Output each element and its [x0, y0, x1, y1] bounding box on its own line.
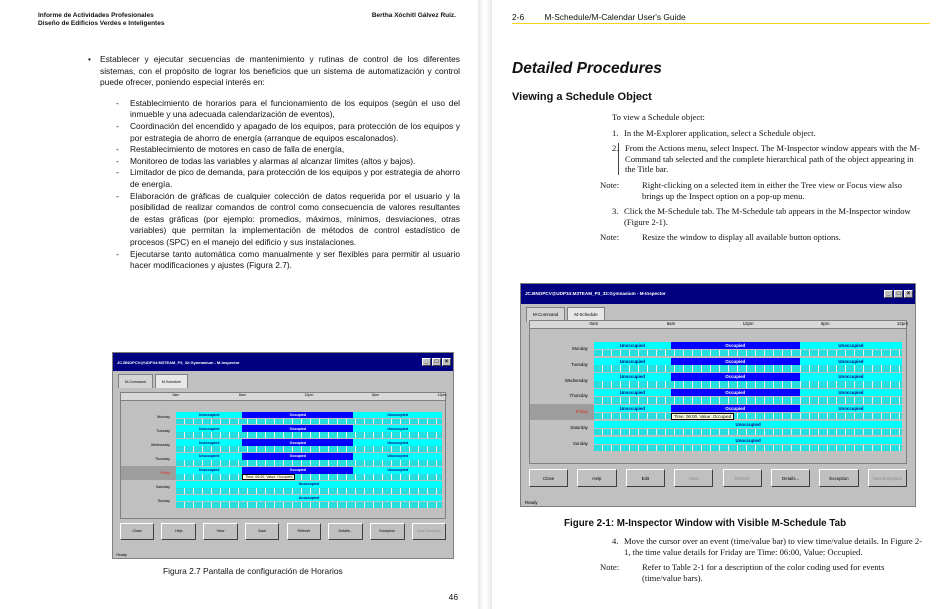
- dash-bullet-icon: -: [116, 97, 119, 108]
- event-bar[interactable]: Unoccupied: [176, 467, 243, 473]
- schedule-row-friday: [530, 404, 906, 420]
- day-track: [594, 404, 903, 420]
- note-text: Resize the window to display all available button options.: [642, 232, 841, 243]
- interval-grid: [176, 446, 442, 452]
- time-tick-label: 12pm: [304, 392, 314, 397]
- day-label: Thursday: [569, 393, 588, 399]
- procedure-step-2: [612, 143, 924, 175]
- event-bar[interactable]: Occupied: [671, 405, 800, 412]
- minimize-icon[interactable]: _: [422, 358, 431, 366]
- event-bar[interactable]: Unoccupied: [800, 389, 903, 396]
- save-button[interactable]: Save: [245, 523, 280, 539]
- day-label: Tuesday: [571, 361, 588, 367]
- tab-m-command[interactable]: M-Command: [526, 307, 565, 322]
- sub-list-item-text: Ejecutarse tanto automática como manualmente y ser flexibles para permitir al usuario hacer modificaciones y ajustes (Figura 2.7).: [130, 248, 460, 271]
- dash-bullet-icon: -: [116, 248, 119, 259]
- note-label: Note:: [600, 562, 620, 573]
- close-button[interactable]: Close: [529, 469, 568, 487]
- interval-grid: [594, 413, 903, 419]
- sub-list-item-text: Restablecimiento de motores en caso de falla de energía,: [130, 144, 345, 155]
- help-button[interactable]: Help: [161, 523, 196, 539]
- time-tick-label: 6am: [238, 392, 246, 397]
- tab-m-schedule[interactable]: M-Schedule: [155, 374, 188, 387]
- event-bar[interactable]: Occupied: [242, 453, 353, 459]
- event-bar[interactable]: Occupied: [242, 412, 353, 418]
- day-track: [594, 388, 903, 404]
- day-label: Sunday: [572, 440, 588, 446]
- day-label: Sunday: [157, 499, 170, 504]
- event-bar[interactable]: Unoccupied: [594, 342, 671, 349]
- window-title-text: JC.BNOPCV@UDP34:M3TEAM_P3_32:Gymnasium - M-Inspector: [525, 291, 666, 297]
- event-bar[interactable]: Occupied: [671, 373, 800, 380]
- schedule-panel: [120, 392, 446, 519]
- dash-bullet-icon: -: [116, 155, 119, 166]
- event-bar[interactable]: Unoccupied: [353, 439, 442, 445]
- schedule-row-thursday: [530, 388, 906, 404]
- day-track: [176, 480, 442, 494]
- schedule-row-wednesday: [121, 438, 445, 452]
- day-label: Friday: [530, 404, 594, 420]
- window-controls: [884, 290, 915, 298]
- day-track: [594, 340, 903, 356]
- guide-page-number: 2-6: [512, 12, 525, 22]
- procedure-step-4: [612, 536, 924, 557]
- figure-2-7-screenshot: [112, 352, 454, 559]
- day-track: [594, 356, 903, 372]
- sub-item-list: [116, 98, 460, 272]
- procedure-intro: To view a Schedule object:: [612, 112, 705, 122]
- procedure-step-3: [612, 206, 924, 227]
- note-3: [600, 562, 924, 583]
- sub-list-item: [116, 191, 460, 249]
- figure-2-1-caption: Figure 2-1: M-Inspector Window with Visible M-Schedule Tab: [564, 518, 847, 529]
- m-inspector-window-large: [520, 283, 916, 507]
- event-bar[interactable]: Unoccupied: [800, 373, 903, 380]
- day-label: Wednesday: [151, 443, 170, 448]
- time-axis: [530, 321, 906, 329]
- note-label: Note:: [600, 179, 620, 190]
- event-bar[interactable]: Unoccupied: [594, 405, 671, 412]
- event-bar[interactable]: Unoccupied: [594, 421, 903, 428]
- status-bar-text: Ready: [524, 500, 538, 505]
- maximize-icon[interactable]: □: [894, 290, 903, 298]
- time-tick-label: 12pm: [742, 320, 754, 326]
- sub-list-item: [116, 121, 460, 144]
- interval-grid: [176, 432, 442, 438]
- new-exception-button[interactable]: New Exception: [412, 523, 447, 539]
- event-bar[interactable]: Unoccupied: [176, 412, 243, 418]
- dash-bullet-icon: -: [116, 120, 119, 131]
- view-button[interactable]: View: [203, 523, 238, 539]
- step-text: From the Actions menu, select Inspect. The M-Inspector window appears with the M-Command tab selected and the complete hierarchical path of the object appearing in the Title bar.: [618, 143, 924, 175]
- close-icon[interactable]: ×: [904, 290, 913, 298]
- window-tabs: [113, 371, 453, 387]
- new-exception-button[interactable]: New Exception: [868, 469, 907, 487]
- event-bar[interactable]: Occupied: [242, 467, 353, 473]
- time-tick-label: 6pm: [820, 320, 830, 326]
- schedule-row-monday: [121, 410, 445, 424]
- event-bar[interactable]: Unoccupied: [800, 342, 903, 349]
- left-body-text: [88, 54, 460, 272]
- sub-list-item: [116, 167, 460, 190]
- interval-grid: [594, 397, 903, 403]
- interval-grid: [594, 365, 903, 371]
- procedure-text-continued: [600, 536, 924, 588]
- exception-button[interactable]: Exception: [819, 469, 858, 487]
- note-1: [600, 180, 924, 201]
- step-number: 3.: [612, 206, 619, 217]
- event-bar[interactable]: Unoccupied: [594, 373, 671, 380]
- time-tick-label: 12pm: [896, 320, 908, 326]
- save-button[interactable]: Save: [674, 469, 713, 487]
- event-bar[interactable]: Unoccupied: [353, 425, 442, 431]
- step-text: In the M-Explorer application, select a Schedule object.: [624, 127, 816, 138]
- day-label: Thursday: [154, 457, 170, 462]
- time-tick-label: 12pm: [437, 392, 447, 397]
- report-header-line-2: Diseño de Edificios Verdes e Inteligentes: [38, 20, 165, 27]
- interval-grid: [176, 419, 442, 425]
- m-inspector-window-small: [112, 352, 454, 559]
- maximize-icon[interactable]: □: [432, 358, 441, 366]
- help-button[interactable]: Help: [577, 469, 616, 487]
- interval-grid: [594, 381, 903, 387]
- event-bar[interactable]: Occupied: [242, 439, 353, 445]
- schedule-row-friday: [121, 466, 445, 480]
- event-bar[interactable]: Unoccupied: [176, 453, 243, 459]
- day-label: Friday: [121, 466, 176, 480]
- interval-grid: [176, 474, 442, 480]
- event-bar[interactable]: Occupied: [671, 358, 800, 365]
- schedule-row-tuesday: [530, 356, 906, 372]
- window-controls: [422, 358, 453, 366]
- note-2: [600, 232, 924, 243]
- step-number: 2.: [612, 143, 619, 154]
- event-bar[interactable]: Unoccupied: [176, 439, 243, 445]
- interval-grid: [176, 502, 442, 508]
- day-track: [594, 436, 903, 452]
- dash-bullet-icon: -: [116, 144, 119, 155]
- sub-list-item-text: Establecimiento de horarios para el funcionamiento de los equipos (según el uso del inmueble y una adecuada calendarización de eventos),: [130, 97, 460, 120]
- event-bar[interactable]: Unoccupied: [594, 437, 903, 444]
- window-title-bar: [113, 353, 453, 371]
- interval-grid: [176, 460, 442, 466]
- figure-2-7-caption: Figura 2.7 Pantalla de configuración de Horarios: [163, 566, 343, 576]
- sub-list-item-text: Coordinación del encendido y apagado de los equipos, para protección de los equipos y por estrategia de ahorro de energía (arranque de equipos escalonados).: [130, 120, 460, 143]
- day-track: [176, 424, 442, 438]
- day-label: Wednesday: [564, 377, 588, 383]
- interval-grid: [176, 488, 442, 494]
- interval-grid: [594, 445, 903, 451]
- guide-header: [512, 12, 930, 24]
- schedule-panel: [529, 320, 907, 464]
- event-bar[interactable]: Unoccupied: [800, 405, 903, 412]
- event-bar[interactable]: Unoccupied: [353, 412, 442, 418]
- button-row: [529, 469, 907, 487]
- event-bar[interactable]: Unoccupied: [594, 358, 671, 365]
- day-track: [176, 410, 442, 424]
- close-icon[interactable]: ×: [442, 358, 451, 366]
- tab-m-command[interactable]: M-Command: [118, 374, 153, 387]
- day-track: [176, 452, 442, 466]
- time-tick-label: 0am: [172, 392, 180, 397]
- page-number: 46: [448, 592, 458, 602]
- event-bar[interactable]: Unoccupied: [176, 495, 442, 501]
- dash-bullet-icon: -: [116, 167, 119, 178]
- schedule-row-sunday: [530, 436, 906, 452]
- sub-list-item-text: Monitoreo de todas las variables y alarmas al alcanzar límites (altos y bajos).: [130, 155, 416, 166]
- day-track: [594, 372, 903, 388]
- day-label: Saturday: [155, 485, 170, 490]
- author-name: Bertha Xóchitl Gálvez Ruiz.: [371, 12, 456, 19]
- day-track: [594, 420, 903, 436]
- event-tooltip: Time: 06:00, Value: Occupied: [671, 413, 734, 420]
- note-text: Right-clicking on a selected item in either the Tree view or Focus view also brings up the Inspect option on a pop-up menu.: [642, 179, 902, 201]
- sub-list-item-text: Elaboración de gráficas de cualquier colección de datos requerida por el usuario y la posibilidad de realizar comandos de control como consecuencia de valores resultantes de estas gráficas (por ejemplo: promedios, máximos, mínimos, desviaciones, otras variables) que permitan la implementación de métodos de control estadístico de procesos (SPC) en el manejo del edificio y sus instalaciones.: [130, 190, 460, 247]
- event-bar[interactable]: Unoccupied: [176, 481, 442, 487]
- sub-list-item: [116, 249, 460, 272]
- dash-bullet-icon: -: [116, 190, 119, 201]
- schedule-row-monday: [530, 340, 906, 356]
- time-tick-label: 6am: [666, 320, 676, 326]
- schedule-row-saturday: [121, 480, 445, 494]
- status-bar-text: Ready: [116, 553, 127, 557]
- interval-grid: [594, 429, 903, 435]
- main-bullet-text: Establecer y ejecutar secuencias de mantenimiento y rutinas de control de los diferentes sistemas, con el propósito de lograr los beneficios que un sistema de automatización y control puede ofrecer, poniendo especial interés en:: [100, 54, 460, 88]
- event-bar[interactable]: Unoccupied: [353, 467, 442, 473]
- window-title-text: JC.BNOPCV@UDP34:M3TEAM_P3_32:Gymnasium - M-Inspector: [117, 359, 240, 365]
- time-tick-label: 6pm: [371, 392, 379, 397]
- schedule-row-wednesday: [530, 372, 906, 388]
- section-title: Detailed Procedures: [512, 60, 662, 77]
- button-row: [120, 523, 446, 539]
- schedule-row-thursday: [121, 452, 445, 466]
- day-track: [176, 494, 442, 508]
- step-number: 4.: [612, 536, 619, 546]
- day-label: Monday: [157, 415, 170, 420]
- note-label: Note:: [600, 232, 620, 243]
- main-bullet: [88, 54, 460, 89]
- day-label: Tuesday: [156, 429, 170, 434]
- subsection-title: Viewing a Schedule Object: [512, 91, 652, 103]
- procedure-step-1: [612, 128, 924, 139]
- report-header: [38, 12, 164, 28]
- figure-2-1-screenshot: [520, 283, 916, 507]
- details-button[interactable]: Details...: [771, 469, 810, 487]
- close-button[interactable]: Close: [120, 523, 155, 539]
- tab-m-schedule[interactable]: M-Schedule: [567, 307, 604, 322]
- event-bar[interactable]: Occupied: [671, 342, 800, 349]
- event-bar[interactable]: Occupied: [242, 425, 353, 431]
- window-title-bar: [521, 284, 915, 304]
- bullet-dot-icon: •: [88, 54, 91, 64]
- day-track: [176, 466, 442, 480]
- sub-list-item-text: Limitador de pico de demanda, para protección de los equipos y por estrategia de ahorro de energía.: [130, 167, 460, 189]
- day-track: [176, 438, 442, 452]
- exception-button[interactable]: Exception: [370, 523, 405, 539]
- right-page: [492, 0, 951, 609]
- step-text: Move the cursor over an event (time/value bar) to view time/value details. In Figure 2-1, the time value details for Friday are Time: 06:00, Value: Occupied.: [624, 536, 923, 557]
- sub-list-item: [116, 98, 460, 121]
- refresh-button[interactable]: Refresh: [287, 523, 322, 539]
- step-number: 1.: [612, 127, 619, 138]
- event-bar[interactable]: Occupied: [671, 389, 800, 396]
- schedule-row-saturday: [530, 420, 906, 436]
- event-bar[interactable]: Unoccupied: [594, 389, 671, 396]
- event-bar[interactable]: Unoccupied: [176, 425, 243, 431]
- schedule-row-tuesday: [121, 424, 445, 438]
- event-bar[interactable]: Unoccupied: [353, 453, 442, 459]
- report-header-line-1: Informe de Actividades Profesionales: [38, 12, 154, 19]
- event-bar[interactable]: Unoccupied: [800, 358, 903, 365]
- schedule-row-sunday: [121, 494, 445, 508]
- refresh-button[interactable]: Refresh: [723, 469, 762, 487]
- day-label: Monday: [572, 345, 588, 351]
- time-tick-label: 0am: [589, 320, 599, 326]
- time-axis: [121, 393, 445, 401]
- sub-list-item: [116, 144, 460, 156]
- procedure-text: [600, 112, 924, 248]
- schedule-grid: [530, 340, 906, 451]
- details-button[interactable]: Details...: [328, 523, 363, 539]
- interval-grid: [594, 350, 903, 356]
- guide-title: M-Schedule/M-Calendar User's Guide: [544, 12, 686, 22]
- event-tooltip: Time: 06:00, Value: Occupied: [242, 474, 295, 480]
- minimize-icon[interactable]: _: [884, 290, 893, 298]
- edit-button[interactable]: Edit: [626, 469, 665, 487]
- note-text: Refer to Table 2-1 for a description of the color coding used for events (time/value bars).: [642, 562, 885, 583]
- day-label: Saturday: [570, 425, 588, 431]
- page-gutter: [478, 0, 492, 609]
- step-text: Click the M-Schedule tab. The M-Schedule tab appears in the M-Inspector window (Figure 2-1).: [624, 206, 911, 227]
- sub-list-item: [116, 156, 460, 168]
- schedule-grid: [121, 410, 445, 508]
